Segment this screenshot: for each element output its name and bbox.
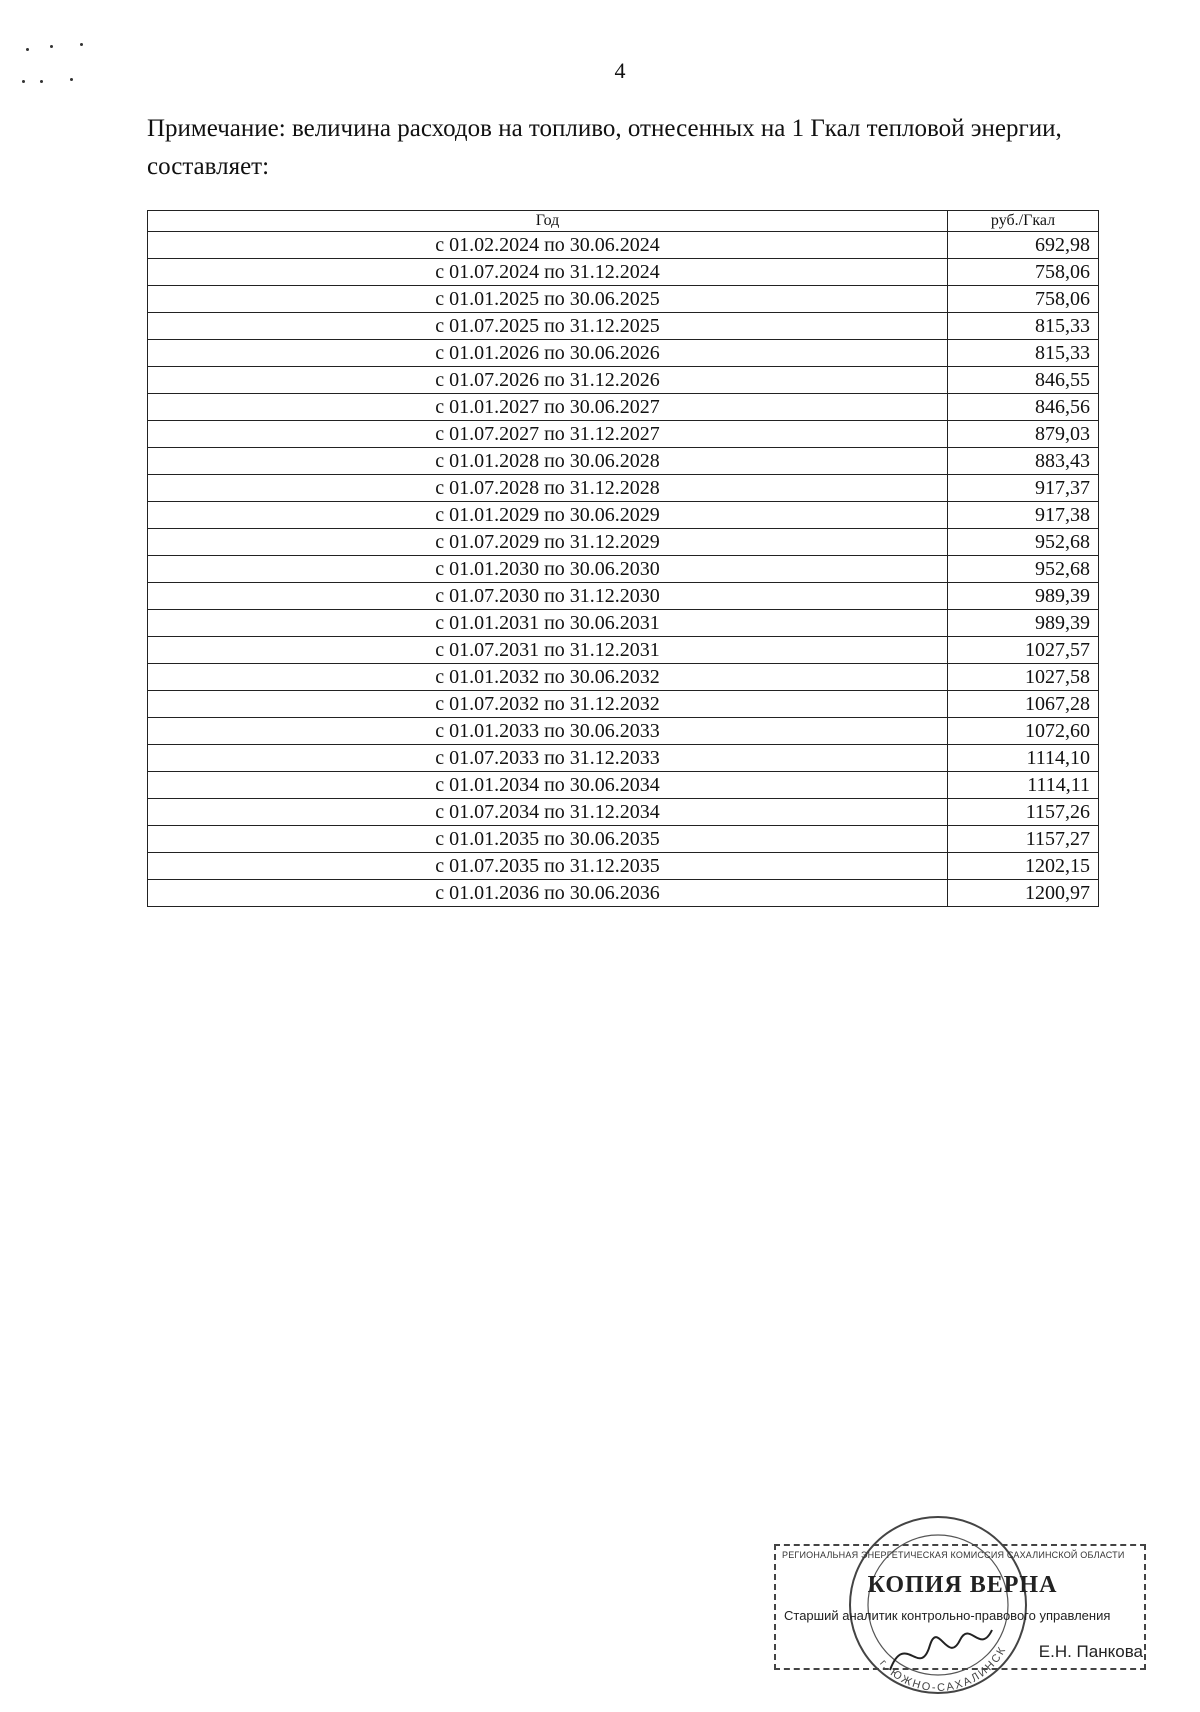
period-cell: с 01.02.2024 по 30.06.2024 <box>148 232 948 259</box>
table-row <box>148 691 1099 718</box>
period-cell: с 01.01.2026 по 30.06.2026 <box>148 340 948 367</box>
table-row <box>148 718 1099 745</box>
table-row <box>148 880 1099 907</box>
period-cell: с 01.01.2032 по 30.06.2032 <box>148 664 948 691</box>
table-header-row <box>148 211 1099 232</box>
table-row <box>148 583 1099 610</box>
value-cell: 917,38 <box>948 502 1099 529</box>
value-cell: 815,33 <box>948 340 1099 367</box>
period-cell: с 01.01.2029 по 30.06.2029 <box>148 502 948 529</box>
value-cell: 989,39 <box>948 583 1099 610</box>
period-cell: с 01.01.2031 по 30.06.2031 <box>148 610 948 637</box>
seal-text: г. ЮЖНО-САХАЛИНСК <box>877 1643 1010 1695</box>
value-cell: 879,03 <box>948 421 1099 448</box>
period-cell: с 01.01.2034 по 30.06.2034 <box>148 772 948 799</box>
value-cell: 815,33 <box>948 313 1099 340</box>
period-cell: с 01.07.2025 по 31.12.2025 <box>148 313 948 340</box>
stamp-person-name: Е.Н. Панкова <box>1038 1642 1143 1661</box>
period-cell: с 01.07.2024 по 31.12.2024 <box>148 259 948 286</box>
scan-speck <box>26 48 29 51</box>
note-paragraph: Примечание: величина расходов на топливо, отнесенных на 1 Гкал тепловой энергии, составляет: <box>147 115 1062 180</box>
table-row <box>148 529 1099 556</box>
table-row <box>148 259 1099 286</box>
table-row <box>148 664 1099 691</box>
value-cell: 952,68 <box>948 556 1099 583</box>
value-cell: 758,06 <box>948 259 1099 286</box>
table-row <box>148 637 1099 664</box>
period-cell: с 01.07.2030 по 31.12.2030 <box>148 583 948 610</box>
value-cell: 1157,26 <box>948 799 1099 826</box>
period-cell: с 01.07.2035 по 31.12.2035 <box>148 853 948 880</box>
table-row <box>148 745 1099 772</box>
table-row <box>148 772 1099 799</box>
value-cell: 883,43 <box>948 448 1099 475</box>
period-cell: с 01.07.2028 по 31.12.2028 <box>148 475 948 502</box>
period-cell: с 01.07.2029 по 31.12.2029 <box>148 529 948 556</box>
period-cell: с 01.07.2033 по 31.12.2033 <box>148 745 948 772</box>
period-cell: с 01.07.2026 по 31.12.2026 <box>148 367 948 394</box>
table-row <box>148 394 1099 421</box>
period-cell: с 01.01.2028 по 30.06.2028 <box>148 448 948 475</box>
table-row <box>148 421 1099 448</box>
table-row <box>148 232 1099 259</box>
value-cell: 1067,28 <box>948 691 1099 718</box>
page-number: 4 <box>614 58 626 83</box>
table-row <box>148 799 1099 826</box>
period-cell: с 01.01.2035 по 30.06.2035 <box>148 826 948 853</box>
table-row <box>148 475 1099 502</box>
period-cell: с 01.01.2033 по 30.06.2033 <box>148 718 948 745</box>
table-row <box>148 448 1099 475</box>
value-cell: 1114,10 <box>948 745 1099 772</box>
period-cell: с 01.01.2030 по 30.06.2030 <box>148 556 948 583</box>
header-value: руб./Гкал <box>948 211 1099 232</box>
table-row <box>148 853 1099 880</box>
value-cell: 1072,60 <box>948 718 1099 745</box>
value-cell: 952,68 <box>948 529 1099 556</box>
period-cell: с 01.01.2027 по 30.06.2027 <box>148 394 948 421</box>
table-row <box>148 286 1099 313</box>
table-row <box>148 367 1099 394</box>
period-cell: с 01.07.2031 по 31.12.2031 <box>148 637 948 664</box>
table-row <box>148 556 1099 583</box>
period-cell: с 01.01.2036 по 30.06.2036 <box>148 880 948 907</box>
table-row <box>148 502 1099 529</box>
stamp-position: Старший аналитик контрольно-правового управления <box>784 1608 1111 1623</box>
table-row <box>148 610 1099 637</box>
value-cell: 1114,11 <box>948 772 1099 799</box>
stamp-title: КОПИЯ ВЕРНА <box>867 1572 1058 1598</box>
value-cell: 758,06 <box>948 286 1099 313</box>
table-row <box>148 826 1099 853</box>
value-cell: 989,39 <box>948 610 1099 637</box>
value-cell: 846,55 <box>948 367 1099 394</box>
value-cell: 1157,27 <box>948 826 1099 853</box>
value-cell: 1200,97 <box>948 880 1099 907</box>
period-cell: с 01.07.2027 по 31.12.2027 <box>148 421 948 448</box>
header-period: Год <box>148 211 948 232</box>
value-cell: 1202,15 <box>948 853 1099 880</box>
scan-speck <box>80 43 83 46</box>
fuel-cost-table <box>147 210 1099 907</box>
period-cell: с 01.01.2025 по 30.06.2025 <box>148 286 948 313</box>
table-row <box>148 313 1099 340</box>
value-cell: 917,37 <box>948 475 1099 502</box>
period-cell: с 01.07.2032 по 31.12.2032 <box>148 691 948 718</box>
table-body <box>148 232 1099 907</box>
stamp-organization: РЕГИОНАЛЬНАЯ ЭНЕРГЕТИЧЕСКАЯ КОМИССИЯ САХАЛИНСКОЙ ОБЛАСТИ <box>782 1550 1125 1560</box>
period-cell: с 01.07.2034 по 31.12.2034 <box>148 799 948 826</box>
value-cell: 692,98 <box>948 232 1099 259</box>
scan-speck <box>50 45 53 48</box>
value-cell: 1027,57 <box>948 637 1099 664</box>
certification-stamp <box>770 1480 1155 1700</box>
table-row <box>148 340 1099 367</box>
value-cell: 846,56 <box>948 394 1099 421</box>
value-cell: 1027,58 <box>948 664 1099 691</box>
